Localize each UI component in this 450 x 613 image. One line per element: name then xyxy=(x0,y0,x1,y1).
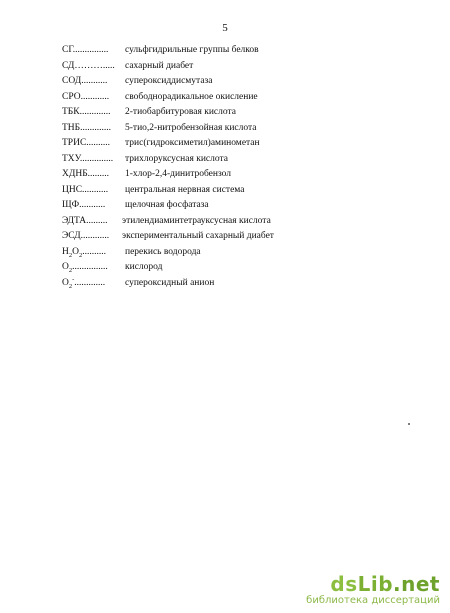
abbreviation-row xyxy=(62,183,382,199)
abbreviation-row xyxy=(62,136,382,152)
formula-row xyxy=(62,276,382,292)
abbreviation-definition: трис(гидроксиметил)аминометан xyxy=(125,138,260,148)
abbreviation-row xyxy=(62,105,382,121)
abbreviation-row xyxy=(62,229,382,245)
abbreviation-definition: 1-хлор-2,4-динитробензол xyxy=(125,169,232,179)
abbreviation-row xyxy=(62,198,382,214)
page-number: 5 xyxy=(222,22,228,34)
abbreviation-term: ТХУ.............. xyxy=(62,153,114,164)
abbreviation-row xyxy=(62,90,382,106)
abbreviation-definition: сульфгидрильные группы белков xyxy=(125,45,259,55)
formula-element: H xyxy=(62,246,69,257)
abbreviation-definition: 5-тио,2-нитробензойная кислота xyxy=(125,122,257,133)
watermark-logo: dsLib.net xyxy=(330,572,440,596)
abbreviation-term: ЩФ........... xyxy=(62,200,106,210)
abbreviation-definition: супероксиддисмутаза xyxy=(125,76,213,86)
formula-subscript: 2 xyxy=(68,282,73,290)
formula-dots: ............... xyxy=(72,262,108,272)
abbreviation-row xyxy=(62,59,382,75)
abbreviation-row xyxy=(62,74,382,90)
watermark[interactable] xyxy=(306,573,440,607)
abbreviation-definition: этилендиаминтетрауксусная кислота xyxy=(122,215,271,226)
abbreviation-term: ЭДТА......... xyxy=(62,215,108,226)
formula-dots: ............. xyxy=(74,277,106,288)
abbreviation-row xyxy=(62,214,382,230)
abbreviation-term: СД………..... xyxy=(62,60,115,71)
formula-element: O xyxy=(72,246,79,257)
abbreviation-row xyxy=(62,43,382,59)
watermark-subtitle: библиотека диссертаций xyxy=(306,595,440,606)
formula-term xyxy=(62,245,106,261)
formula-subscript: 2 xyxy=(68,266,73,274)
formula-dots: .......... xyxy=(82,246,106,257)
abbreviation-row xyxy=(62,152,382,168)
abbreviation-term: ТРИС.......... xyxy=(62,138,111,148)
abbreviation-term: СРО............ xyxy=(62,91,110,102)
formula-definition: супероксидный анион xyxy=(125,277,215,288)
abbreviation-term: ХДНБ......... xyxy=(62,169,110,179)
formula-term xyxy=(62,260,108,276)
abbreviation-definition: 2-тиобарбитуровая кислота xyxy=(125,107,236,117)
abbreviation-term: СГ............... xyxy=(62,45,109,55)
abbreviation-term: ТНБ............. xyxy=(62,122,111,133)
abbreviation-definition: щелочная фосфатаза xyxy=(125,200,209,210)
abbreviation-row xyxy=(62,121,382,137)
formula-row xyxy=(62,260,382,276)
abbreviation-definition: центральная нервная система xyxy=(125,184,245,195)
abbreviation-term: СОД........... xyxy=(62,76,108,86)
abbreviation-definition: свободнорадикальное окисление xyxy=(125,91,258,102)
abbreviation-term: ТБК............. xyxy=(62,107,111,117)
formula-definition: кислород xyxy=(125,262,163,272)
scan-speck xyxy=(408,423,410,425)
abbreviation-term: ЦНС........... xyxy=(62,184,109,195)
formula-definition: перекись водорода xyxy=(125,246,201,257)
formula-element: O xyxy=(62,277,69,288)
formula-term xyxy=(62,276,105,292)
formula-row xyxy=(62,245,382,261)
abbreviation-definition: экспериментальный сахарный диабет xyxy=(122,231,274,241)
abbreviation-definition: трихлоруксусная кислота xyxy=(125,153,228,164)
formula-subscript: 2 xyxy=(79,251,83,259)
abbreviation-definition: сахарный диабет xyxy=(125,60,194,71)
formula-element: O xyxy=(62,262,69,272)
abbreviation-row xyxy=(62,167,382,183)
formula-superscript: - xyxy=(72,275,75,283)
abbreviation-term: ЭСД............ xyxy=(62,231,110,241)
abbreviation-list xyxy=(62,43,382,291)
formula-subscript: 2 xyxy=(68,251,73,259)
